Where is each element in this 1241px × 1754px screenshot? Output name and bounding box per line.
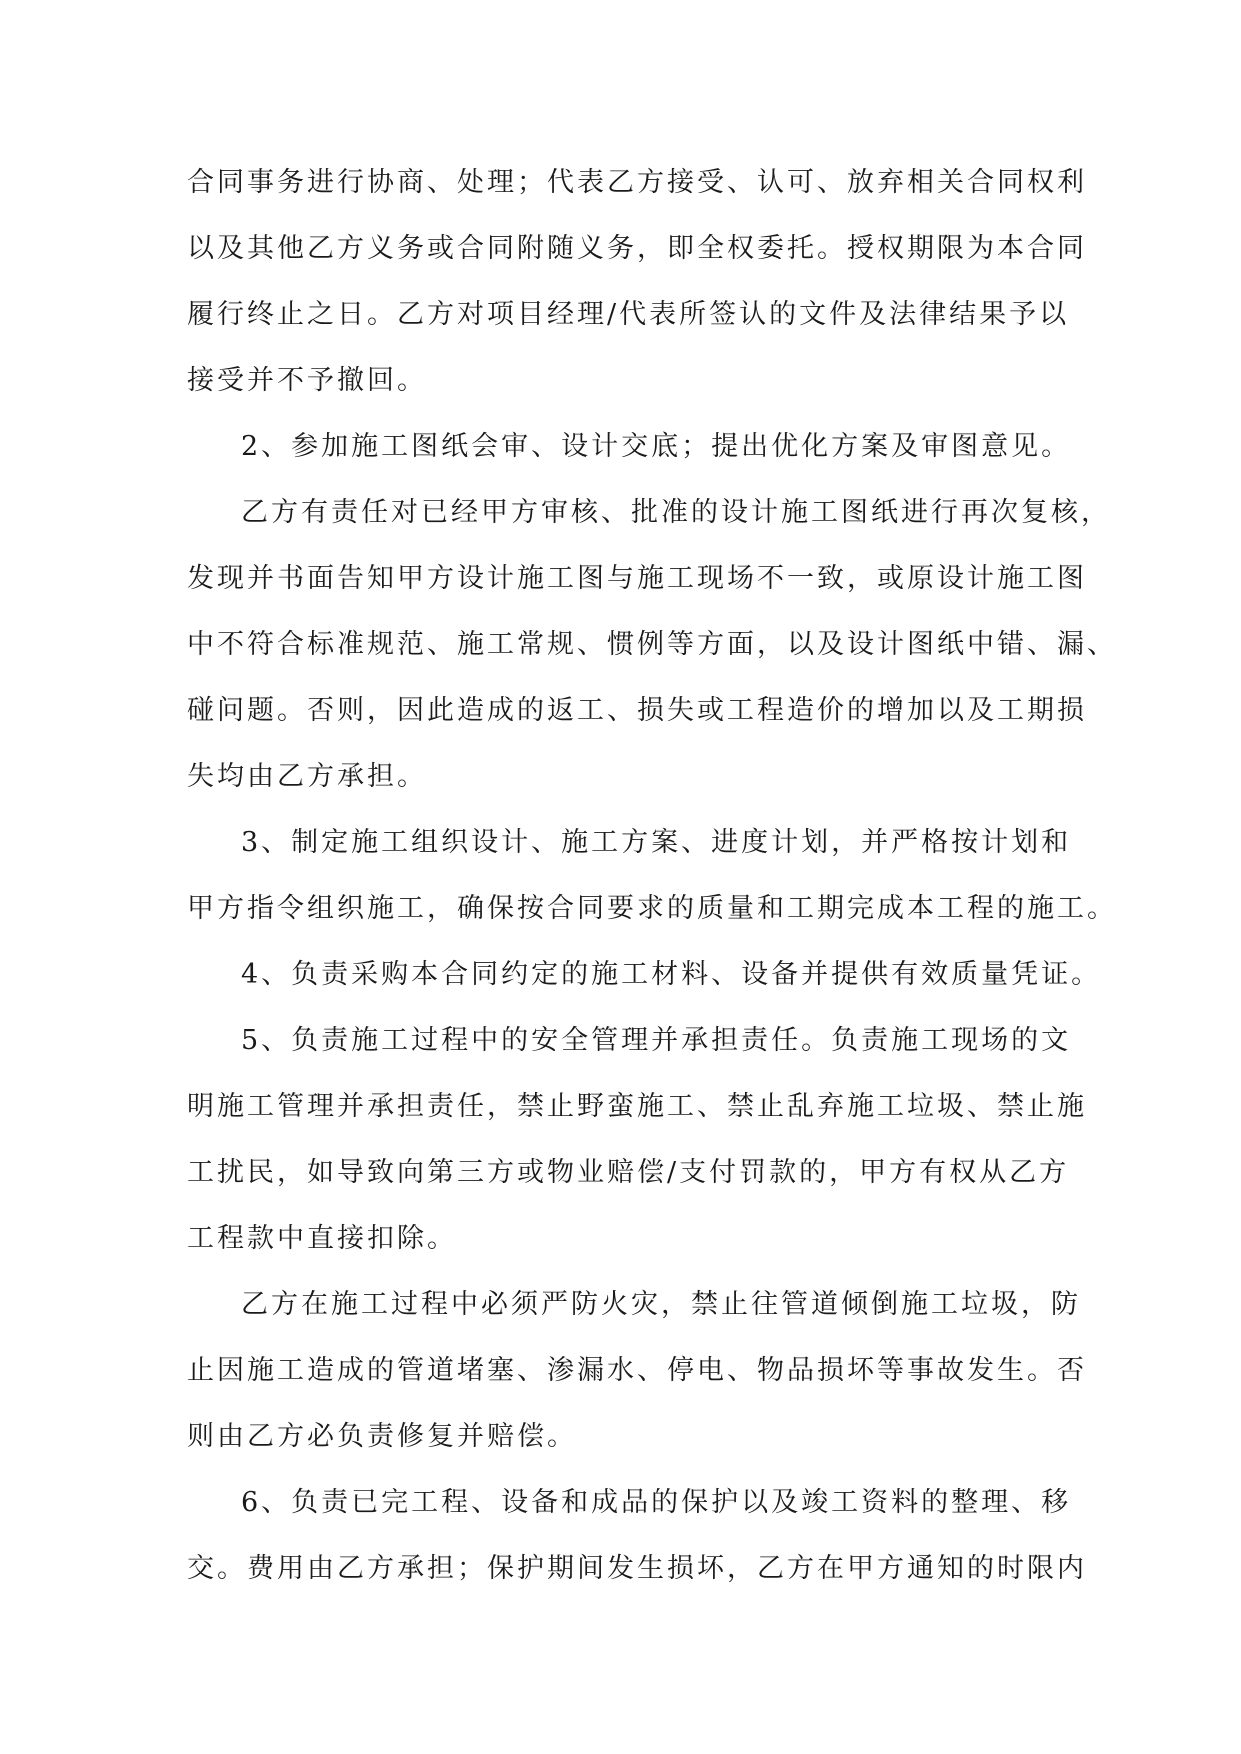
text-line: 4、负责采购本合同约定的施工材料、设备并提供有效质量凭证。 xyxy=(241,959,1102,990)
body-text xyxy=(187,150,1117,1602)
text-line: 3、制定施工组织设计、施工方案、进度计划，并严格按计划和 xyxy=(241,827,1072,858)
text-line: 甲方指令组织施工，确保按合同要求的质量和工期完成本工程的施工。 xyxy=(187,893,1117,924)
text-line: 合同事务进行协商、处理；代表乙方接受、认可、放弃相关合同权利 xyxy=(187,167,1087,198)
text-line: 工扰民，如导致向第三方或物业赔偿/支付罚款的，甲方有权从乙方 xyxy=(187,1157,1070,1188)
text-line: 则由乙方必负责修复并赔偿。 xyxy=(187,1421,577,1452)
text-line: 工程款中直接扣除。 xyxy=(187,1223,457,1254)
text-line: 接受并不予撤回。 xyxy=(187,365,427,396)
text-line: 乙方在施工过程中必须严防火灾，禁止往管道倾倒施工垃圾，防 xyxy=(241,1289,1081,1320)
text-line: 明施工管理并承担责任，禁止野蛮施工、禁止乱弃施工垃圾、禁止施 xyxy=(187,1091,1087,1122)
text-line: 履行终止之日。乙方对项目经理/代表所签认的文件及法律结果予以 xyxy=(187,299,1070,330)
text-line: 以及其他乙方义务或合同附随义务，即全权委托。授权期限为本合同 xyxy=(187,233,1087,264)
text-line: 交。费用由乙方承担；保护期间发生损坏，乙方在甲方通知的时限内 xyxy=(187,1553,1087,1584)
text-line: 2、参加施工图纸会审、设计交底；提出优化方案及审图意见。 xyxy=(241,431,1072,462)
text-line: 失均由乙方承担。 xyxy=(187,761,427,792)
text-line: 6、负责已完工程、设备和成品的保护以及竣工资料的整理、移 xyxy=(241,1487,1072,1518)
text-line: 乙方有责任对已经甲方审核、批准的设计施工图纸进行再次复核， xyxy=(241,497,1111,528)
text-line: 碰问题。否则，因此造成的返工、损失或工程造价的增加以及工期损 xyxy=(187,695,1087,726)
text-line: 止因施工造成的管道堵塞、渗漏水、停电、物品损坏等事故发生。否 xyxy=(187,1355,1087,1386)
text-line: 发现并书面告知甲方设计施工图与施工现场不一致，或原设计施工图 xyxy=(187,563,1087,594)
text-line: 中不符合标准规范、施工常规、惯例等方面，以及设计图纸中错、漏、 xyxy=(187,629,1117,660)
text-line: 5、负责施工过程中的安全管理并承担责任。负责施工现场的文 xyxy=(241,1025,1072,1056)
